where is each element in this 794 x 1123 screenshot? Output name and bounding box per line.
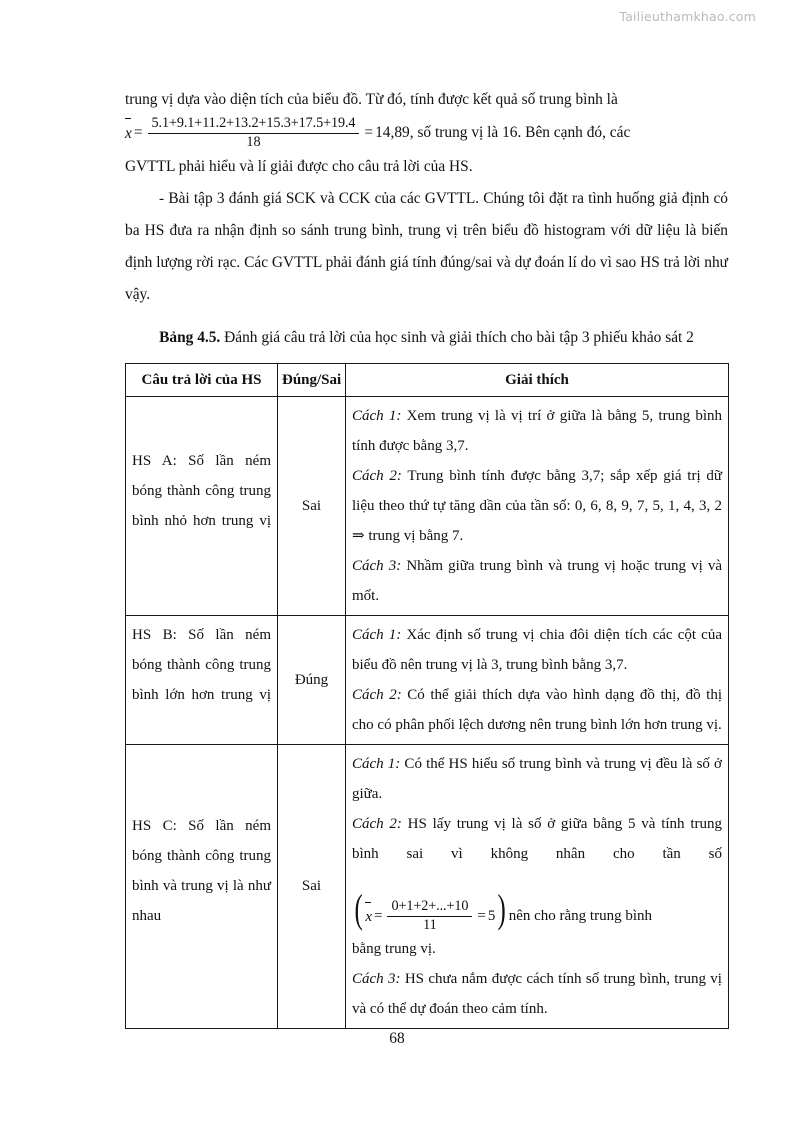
after-inline-formula-line2: bằng trung vị. (352, 940, 436, 957)
table-header-verdict: Đúng/Sai (278, 363, 346, 396)
table-row (126, 744, 729, 1028)
explanation-item (352, 809, 722, 899)
inline-formula-line: ( x = $\frac{0+1+2+...+10}{11}$ = 5 ) nên cho rằng trung bình (354, 885, 652, 933)
inline-fraction (387, 899, 472, 934)
explanation-item (352, 680, 722, 740)
table-header-row (126, 363, 729, 396)
explanation-text: Có thể giải thích dựa vào hình dạng đồ thị, đồ thị cho có phân phối lệch dương nên trung bình lớn hơn trung vị. (352, 686, 722, 733)
explanation-text: HS chưa nắm được cách tính số trung bình, trung vị và có thể dự đoán theo cảm tính. (352, 970, 722, 1017)
paragraph-1-last-line: GVTTL phải hiểu và lí giải được cho câu trả lời của HS. (125, 157, 473, 175)
explanation-label: Cách 1: (352, 755, 401, 772)
row-verdict: Sai (278, 396, 346, 615)
row-verdict: Đúng (278, 615, 346, 744)
explanation-label: Cách 2: (352, 467, 402, 484)
formula-variable: x (125, 117, 132, 150)
explanation-item (352, 749, 722, 809)
explanation-text: Nhầm giữa trung bình và trung vị hoặc trung vị và mốt. (352, 557, 722, 604)
display-formula-mean: x = $\frac{5.1+9.1+11.2+13.2+15.3+17.5+19.4}{18}$ = 14,89 , số trung vị là 16. Bên cạnh đó, các (125, 115, 631, 150)
table-row (126, 396, 729, 615)
row-answer: HS B: Số lần ném bóng thành công trung bình lớn hơn trung vị (126, 615, 278, 744)
watermark: Tailieuthamkhao.com (619, 9, 756, 24)
paragraph-1-after-formula: , số trung vị là 16. Bên cạnh đó, các (409, 123, 631, 141)
explanation-item (352, 964, 722, 1024)
row-answer: HS A: Số lần ném bóng thành công trung bình nhỏ hơn trung vị (126, 396, 278, 615)
explanation-label: Cách 1: (352, 626, 402, 643)
explanation-item (352, 620, 722, 680)
explanation-item (352, 461, 722, 551)
inline-fraction-denominator: 11 (387, 916, 472, 934)
row-verdict: Sai (278, 744, 346, 1028)
after-inline-formula: nên cho rằng trung bình (508, 907, 652, 924)
explanation-text: Có thể HS hiểu số trung bình và trung vị đều là số ở giữa. (352, 755, 722, 802)
inline-fraction-numerator: 0+1+2+...+10 (391, 897, 469, 914)
table-caption-label: Bảng 4.5. (159, 328, 221, 346)
evaluation-table (125, 363, 729, 1029)
explanation-text: Xác định số trung vị chia đôi diện tích các cột của biểu đồ nên trung vị là 3, trung bình bằng 3,7. (352, 626, 722, 673)
paragraph-2: - Bài tập 3 đánh giá SCK và CCK của các GVTTL. Chúng tôi đặt ra tình huống giả định có ba HS đưa ra nhận định so sánh trung bình, trung vị trên biểu đồ histogram với dữ liệu là biến định lượng rời rạc. Các GVTTL phải đánh giá tính đúng/sai và dự đoán lí do vì sao HS trả lời như vậy. (125, 189, 728, 303)
explanation-text: Trung bình tính được bằng 3,7; sắp xếp giá trị dữ liệu theo thứ tự tăng dần của tần số: 0, 6, 8, 9, 7, 5, 1, 4, 3, 2 ⇒ trung vị bằng 7. (352, 467, 722, 544)
page-number: 68 (389, 1030, 405, 1047)
explanation-label: Cách 2: (352, 815, 402, 832)
table-caption (125, 322, 728, 354)
explanation-item (352, 551, 722, 611)
row-explanation (346, 615, 729, 744)
table-header-answer: Câu trả lời của HS (126, 363, 278, 396)
fraction (148, 116, 360, 151)
row-answer: HS C: Số lần ném bóng thành công trung bình và trung vị là như nhau (126, 744, 278, 1028)
page-content (125, 84, 728, 1029)
formula-result: 14,89 (375, 124, 410, 142)
inline-formula-result: 5 (487, 908, 496, 925)
table-header-explanation: Giải thích (346, 363, 729, 396)
fraction-numerator: 5.1+9.1+11.2+13.2+15.3+17.5+19.4 (151, 115, 356, 131)
row-explanation (346, 744, 729, 1028)
fraction-denominator: 18 (148, 133, 360, 151)
table-caption-text: Đánh giá câu trả lời của học sinh và giải thích cho bài tập 3 phiếu khảo sát 2 (220, 328, 694, 346)
inline-formula-variable: x (365, 901, 372, 932)
explanation-label: Cách 3: (352, 557, 402, 574)
explanation-label: Cách 2: (352, 686, 402, 703)
row-explanation (346, 396, 729, 615)
explanation-label: Cách 3: (352, 970, 401, 987)
explanation-text: Xem trung vị là vị trí ở giữa là bằng 5, trung bình tính được bằng 3,7. (352, 407, 722, 454)
explanation-item (352, 401, 722, 461)
paragraph-1-line-1: trung vị dựa vào diện tích của biểu đồ. Từ đó, tính được kết quả số trung bình là (125, 91, 618, 108)
explanation-label: Cách 1: (352, 407, 402, 424)
table-row (126, 615, 729, 744)
explanation-text: HS lấy trung vị là số ở giữa bằng 5 và tính trung bình sai vì không nhân cho tần số (352, 815, 722, 862)
